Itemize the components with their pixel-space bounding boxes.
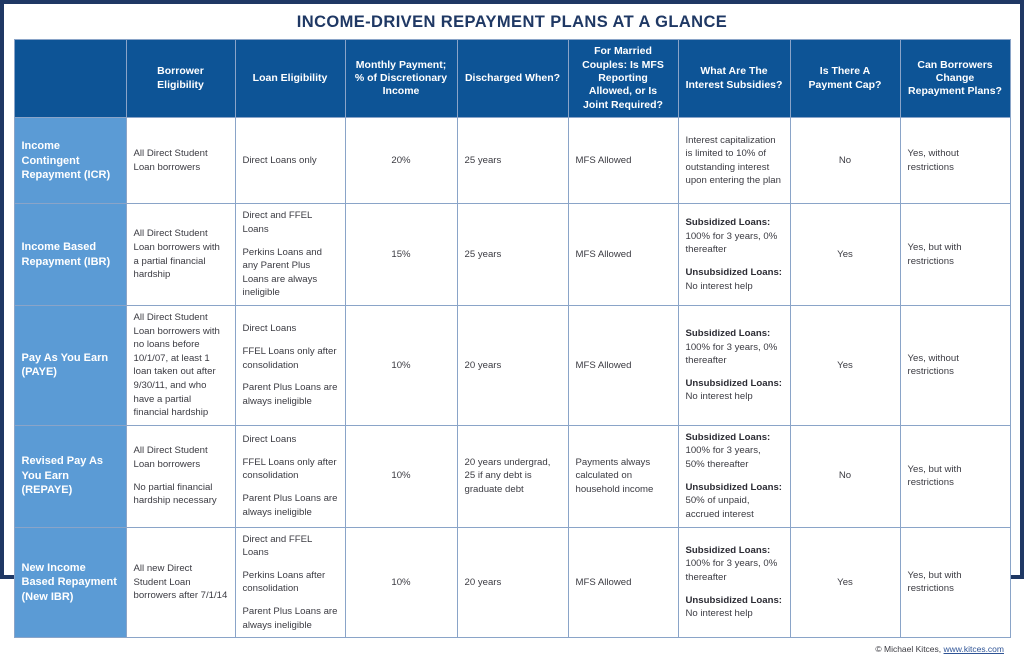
monthly-payment-cell: 15% — [345, 204, 457, 306]
interest-subsidy-block — [686, 266, 783, 293]
interest-subsidy-text: No interest help — [685, 391, 753, 403]
loan-eligibility-cell — [235, 118, 345, 204]
table-header-loan-eligibility: Loan Eligibility — [235, 40, 345, 118]
table-header-married-couples: For Married Couples: Is MFS Reporting Allowed, or Is Joint Required? — [568, 40, 678, 118]
header-row — [14, 40, 1010, 118]
plan-name-cell: Revised Pay As You Earn (REPAYE) — [14, 425, 126, 527]
interest-subsidy-text: 100% for 3 years, 0% thereafter — [685, 230, 778, 256]
credit-link[interactable]: www.kitces.com — [943, 644, 1004, 654]
loan-eligibility-cell — [235, 527, 345, 638]
interest-subsidy-block — [686, 594, 783, 621]
loan-eligibility-cell-paragraph: Direct Loans — [242, 434, 297, 446]
married-couples-cell: Payments always calculated on household income — [568, 425, 678, 527]
interest-subsidy-label: Unsubsidized Loans: — [685, 266, 782, 278]
discharged-when-cell: 20 years undergrad, 25 if any debt is graduate debt — [457, 425, 568, 527]
plan-name-cell: Pay As You Earn (PAYE) — [14, 305, 126, 425]
married-couples-cell: MFS Allowed — [568, 118, 678, 204]
interest-subsidy-text: 100% for 3 years, 0% thereafter — [685, 558, 778, 584]
table-row — [14, 118, 1010, 204]
loan-eligibility-cell-paragraph: FFEL Loans only after consolidation — [242, 346, 337, 371]
change-plans-cell: Yes, but with restrictions — [900, 204, 1010, 306]
comparison-table — [14, 39, 1011, 638]
change-plans-cell: Yes, without restrictions — [900, 118, 1010, 204]
interest-subsidies-cell — [678, 425, 790, 527]
table-row — [14, 204, 1010, 306]
loan-eligibility-cell-paragraph: Parent Plus Loans are always ineligible — [242, 382, 338, 407]
table-row — [14, 305, 1010, 425]
interest-subsidy-block — [686, 216, 783, 257]
interest-subsidy-label: Unsubsidized Loans: — [685, 481, 782, 493]
interest-subsidy-text: No interest help — [685, 280, 753, 292]
interest-subsidy-label: Subsidized Loans: — [685, 327, 771, 339]
change-plans-cell: Yes, without restrictions — [900, 305, 1010, 425]
interest-subsidies-cell — [678, 118, 790, 204]
loan-eligibility-cell-paragraph: Parent Plus Loans are always ineligible — [242, 605, 338, 631]
table-header-corner — [14, 40, 126, 118]
interest-subsidy-text: 100% for 3 years, 0% thereafter — [685, 341, 778, 367]
interest-subsidy-text: No interest help — [685, 608, 753, 620]
borrower-eligibility-cell — [126, 204, 235, 306]
monthly-payment-cell: 10% — [345, 305, 457, 425]
borrower-eligibility-cell-paragraph: No partial financial hardship necessary — [133, 481, 217, 507]
table-header-discharged-when: Discharged When? — [457, 40, 568, 118]
interest-subsidy-block — [686, 327, 783, 368]
monthly-payment-cell: 10% — [345, 527, 457, 638]
borrower-eligibility-cell — [126, 305, 235, 425]
borrower-eligibility-cell-paragraph: All Direct Student Loan borrowers with no loans before 10/1/07, at least 1 loan taken out after 9/30/11, and who have a partial financial hardship — [133, 311, 220, 419]
loan-eligibility-cell-paragraph: Perkins Loans and any Parent Plus Loans are always ineligible — [242, 246, 322, 299]
loan-eligibility-cell-paragraph: Perkins Loans after consolidation — [242, 569, 326, 595]
loan-eligibility-cell — [235, 305, 345, 425]
loan-eligibility-cell-paragraph: FFEL Loans only after consolidation — [242, 456, 337, 482]
payment-cap-cell: No — [790, 425, 900, 527]
table-header-monthly-payment: Monthly Payment; % of Discretionary Income — [345, 40, 457, 118]
loan-eligibility-cell — [235, 425, 345, 527]
interest-subsidy-block — [686, 134, 783, 188]
loan-eligibility-cell-paragraph: Direct Loans only — [242, 155, 317, 167]
married-couples-cell: MFS Allowed — [568, 527, 678, 638]
borrower-eligibility-cell-paragraph: All Direct Student Loan borrowers with a partial financial hardship — [133, 228, 220, 281]
borrower-eligibility-cell-paragraph: All Direct Student Loan borrowers — [133, 445, 208, 471]
payment-cap-cell: Yes — [790, 204, 900, 306]
borrower-eligibility-cell-paragraph: All Direct Student Loan borrowers — [133, 148, 208, 173]
interest-subsidies-cell — [678, 204, 790, 306]
copyright-credit — [4, 638, 1020, 654]
interest-subsidies-cell — [678, 305, 790, 425]
loan-eligibility-cell-paragraph: Direct and FFEL Loans — [242, 533, 312, 559]
change-plans-cell: Yes, but with restrictions — [900, 425, 1010, 527]
table-header-payment-cap: Is There A Payment Cap? — [790, 40, 900, 118]
credit-text: © Michael Kitces, — [875, 644, 942, 654]
interest-subsidy-label: Unsubsidized Loans: — [685, 594, 782, 606]
borrower-eligibility-cell — [126, 527, 235, 638]
interest-subsidy-text: 100% for 3 years, 50% thereafter — [685, 445, 761, 471]
married-couples-cell: MFS Allowed — [568, 305, 678, 425]
interest-subsidy-block — [686, 431, 783, 472]
borrower-eligibility-cell — [126, 425, 235, 527]
table-body — [14, 118, 1010, 638]
loan-eligibility-cell — [235, 204, 345, 306]
table-row — [14, 425, 1010, 527]
payment-cap-cell: Yes — [790, 527, 900, 638]
interest-subsidy-label: Unsubsidized Loans: — [685, 377, 782, 389]
interest-subsidy-label: Subsidized Loans: — [685, 217, 771, 229]
interest-subsidy-text: 50% of unpaid, accrued interest — [685, 495, 754, 520]
interest-subsidy-block — [686, 377, 783, 404]
payment-cap-cell: Yes — [790, 305, 900, 425]
table-header-interest-subsidies: What Are The Interest Subsidies? — [678, 40, 790, 118]
loan-eligibility-cell-paragraph: Direct and FFEL Loans — [242, 210, 312, 235]
plan-name-cell: Income Based Repayment (IBR) — [14, 204, 126, 306]
borrower-eligibility-cell — [126, 118, 235, 204]
interest-subsidy-label: Subsidized Loans: — [685, 431, 771, 443]
discharged-when-cell: 25 years — [457, 118, 568, 204]
interest-subsidies-cell — [678, 527, 790, 638]
page-title: INCOME-DRIVEN REPAYMENT PLANS AT A GLANCE — [296, 13, 728, 31]
change-plans-cell: Yes, but with restrictions — [900, 527, 1010, 638]
discharged-when-cell: 20 years — [457, 527, 568, 638]
plan-name-cell: Income Contingent Repayment (ICR) — [14, 118, 126, 204]
interest-subsidy-block — [686, 481, 783, 522]
discharged-when-cell: 20 years — [457, 305, 568, 425]
borrower-eligibility-cell-paragraph: All new Direct Student Loan borrowers after 7/1/14 — [133, 562, 228, 602]
table-row — [14, 527, 1010, 638]
monthly-payment-cell: 20% — [345, 118, 457, 204]
married-couples-cell: MFS Allowed — [568, 204, 678, 306]
loan-eligibility-cell-paragraph: Direct Loans — [242, 323, 297, 335]
plan-name-cell: New Income Based Repayment (New IBR) — [14, 527, 126, 638]
interest-subsidy-label: Subsidized Loans: — [685, 544, 771, 556]
discharged-when-cell: 25 years — [457, 204, 568, 306]
table-header-change-plans: Can Borrowers Change Repayment Plans? — [900, 40, 1010, 118]
loan-eligibility-cell-paragraph: Parent Plus Loans are always ineligible — [242, 492, 338, 518]
payment-cap-cell: No — [790, 118, 900, 204]
monthly-payment-cell: 10% — [345, 425, 457, 527]
table-header-borrower-eligibility: Borrower Eligibility — [126, 40, 235, 118]
interest-subsidy-text: Interest capitalization is limited to 10% of outstanding interest upon entering the plan — [685, 134, 781, 187]
table-header — [14, 40, 1010, 118]
